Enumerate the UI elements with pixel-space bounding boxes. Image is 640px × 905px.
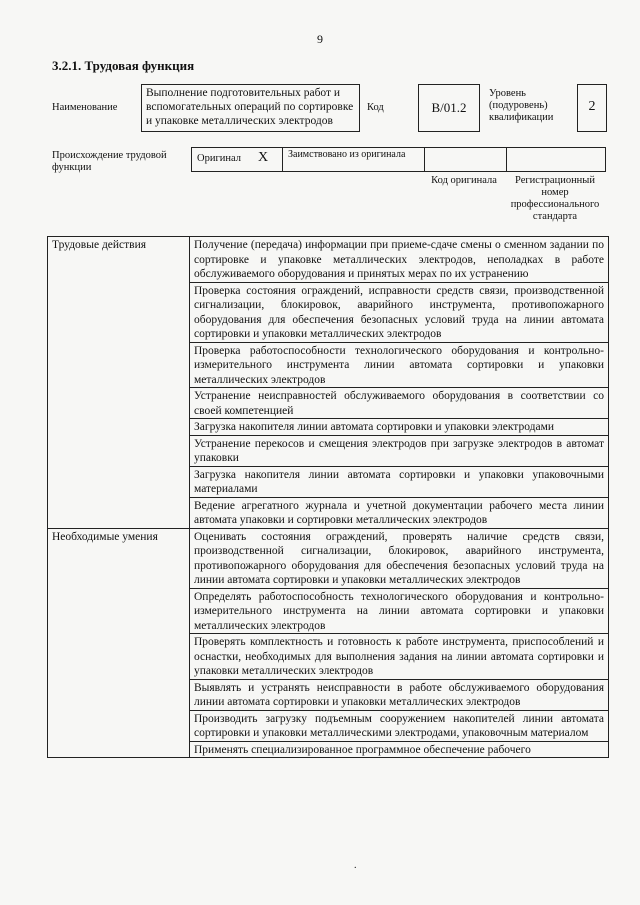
borrowed-cell: Заимствовано из оригинала (282, 147, 425, 172)
qualification-level-box: 2 (577, 84, 607, 132)
original-mark: X (258, 150, 269, 165)
skills-item: Проверять комплектность и готовность к работе инструмента, приспособлений и оснастки, необходимых для выполнения задания на линии автомата сортировки и упаковки металлических электродов (190, 634, 609, 680)
actions-item: Получение (передача) информации при приеме-сдаче смены о сменном задании по сортировке и упаковке металлических электродов, неполадках в работе обслуживаемого оборудования и принятых мерах по их устранению (190, 237, 609, 283)
section-title: 3.2.1. Трудовая функция (52, 58, 195, 73)
origin-label: Происхождение трудовой функции (52, 150, 167, 173)
skills-item: Оценивать состояния ограждений, проверять наличие средств связи, производственной сигнализации, блокировок, аварийного инструмента, противопожарного оборудования для обеспечения безопасных условий труда на линии автомата сортировки и упаковки металлических электродов (190, 528, 609, 588)
actions-item: Проверка состояния ограждений, исправности средств связи, производственной сигнализации, блокировок, аварийного инструмента, противопожарного оборудования для обеспечения безопасных условий труда на линии автомата сортировки и упаковки металлических электродов (190, 282, 609, 342)
page-number: 9 (317, 32, 323, 46)
function-name-box: Выполнение подготовительных работ и вспомогательных операций по сортировке и упаковке металлических электродов (141, 84, 360, 132)
table-row (48, 528, 609, 588)
actions-category-label: Трудовые действия (48, 237, 190, 529)
actions-item: Проверка работоспособности технологического оборудования и контрольно-измерительного инструмента линии автомата сортировки и упаковки металлических электродов (190, 342, 609, 388)
footer-mark: . (354, 860, 357, 871)
table-row (48, 237, 609, 283)
actions-item: Загрузка накопителя линии автомата сортировки и упаковки упаковочными материалами (190, 466, 609, 497)
code-label: Код (367, 102, 384, 113)
origin-code-caption: Код оригинала (431, 175, 497, 186)
skills-item: Применять специализированное программное обеспечение рабочего (190, 741, 609, 758)
registration-number-cell (506, 147, 606, 172)
skills-item: Определять работоспособность технологического оборудования и контрольно-измерительного инструмента на линии автомата сортировки и упаковки металлических электродов (190, 588, 609, 634)
actions-item: Устранение перекосов и смещения электродов при загрузке электродов в автомат упаковки (190, 435, 609, 466)
actions-item: Загрузка накопителя линии автомата сортировки и упаковки электродами (190, 419, 609, 436)
origin-row (192, 147, 607, 172)
origin-code-cell (424, 147, 507, 172)
qualification-level-label: Уровень (подуровень) квалификации (489, 88, 554, 123)
skills-category-label: Необходимые умения (48, 528, 190, 758)
function-table (47, 236, 609, 758)
actions-item: Устранение неисправностей обслуживаемого оборудования в соответствии со своей компетенцией (190, 388, 609, 419)
original-label: Оригинал (197, 153, 241, 164)
name-label: Наименование (52, 102, 118, 113)
skills-item: Производить загрузку подъемным сооружением накопителей линии автомата сортировки и упаковки металлическими электродами, упаковочным материалом (190, 710, 609, 741)
actions-item: Ведение агрегатного журнала и учетной документации рабочего места линии автомата упаковки и сортировки металлических электродов (190, 497, 609, 528)
registration-number-caption: Регистрационный номер профессионального стандарта (510, 175, 600, 222)
skills-item: Выявлять и устранять неисправности в работе обслуживаемого оборудования линии автомата сортировки и упаковки металлических электродов (190, 679, 609, 710)
code-value-box: B/01.2 (418, 84, 480, 132)
original-cell (191, 147, 283, 172)
